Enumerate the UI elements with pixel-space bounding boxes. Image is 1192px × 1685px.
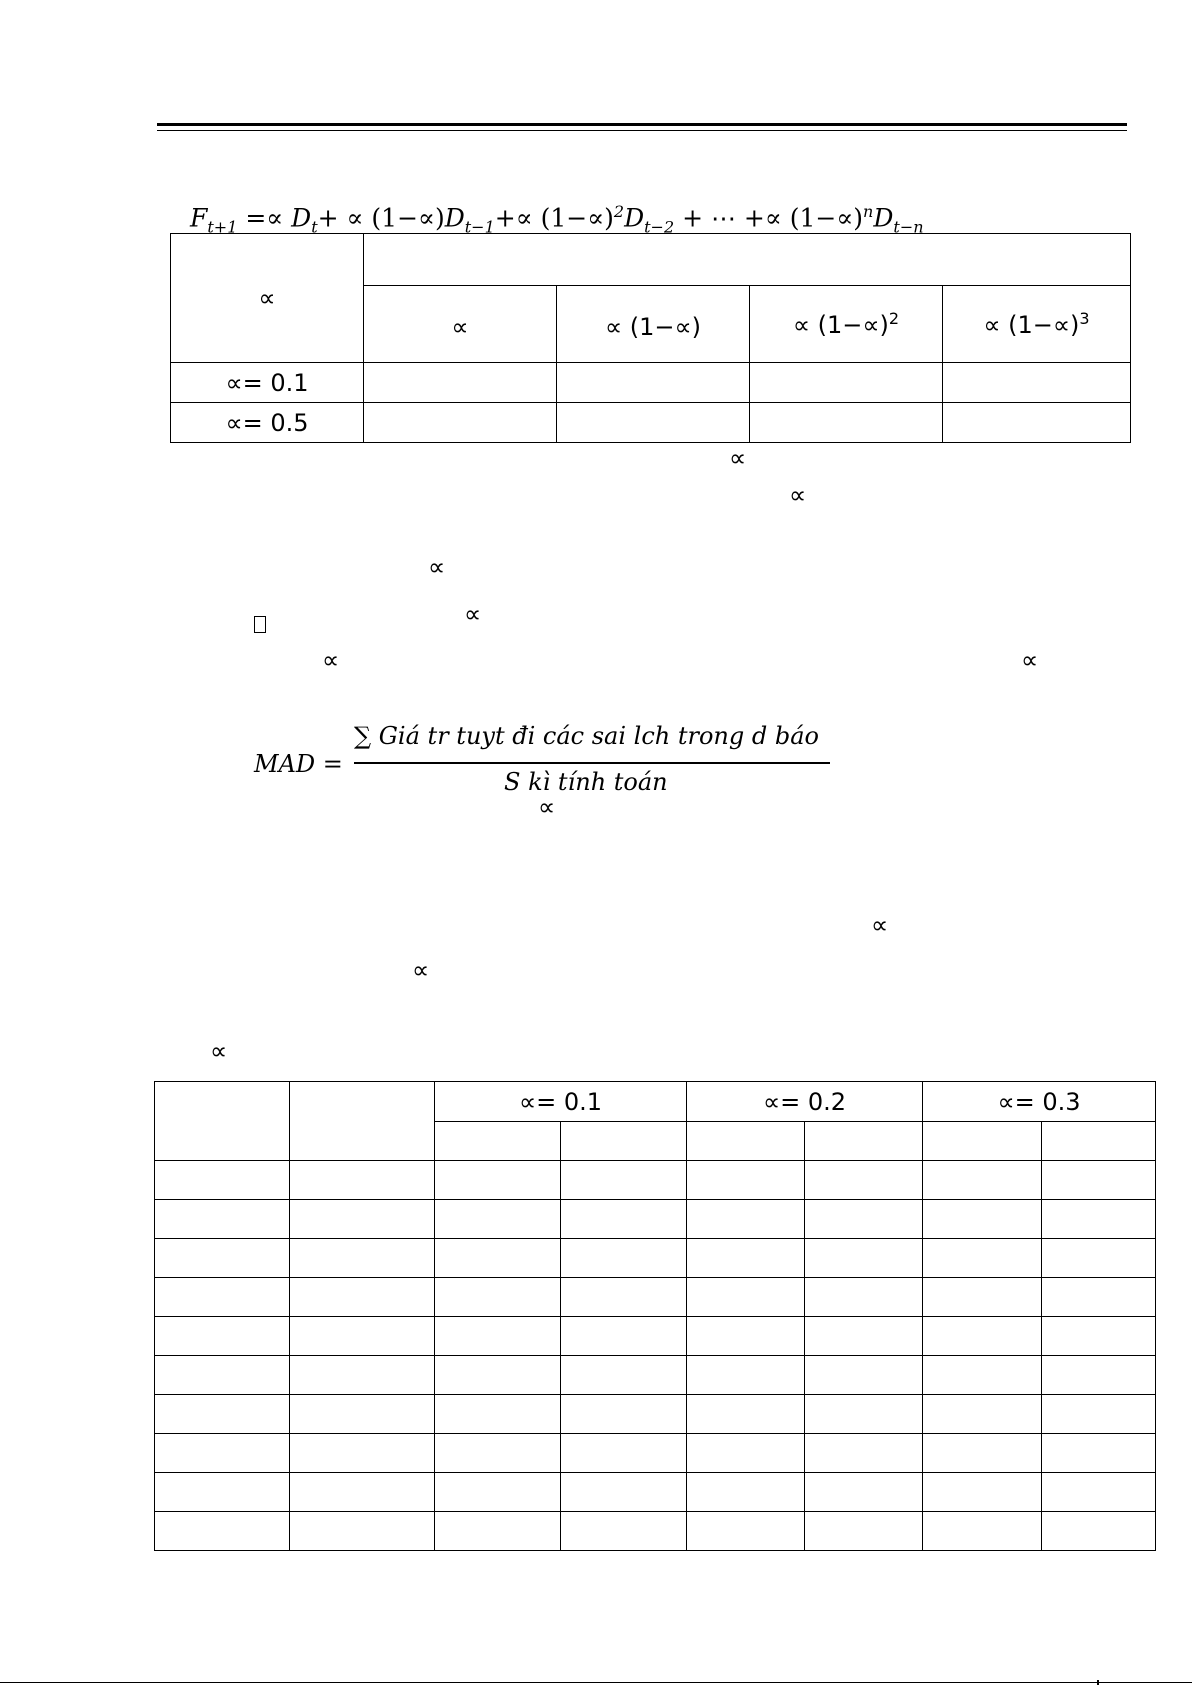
alpha-group-header: ∝= 0.3	[923, 1082, 1156, 1122]
table-row	[155, 1434, 1156, 1473]
weights-corner-cell	[171, 234, 364, 363]
table-header-cell	[290, 1082, 435, 1161]
mad-denominator: S kì tính toán	[504, 768, 668, 796]
alpha-symbol: ∝	[729, 444, 747, 472]
table-header-cell	[155, 1082, 290, 1161]
table-cell	[364, 363, 557, 403]
header-rule-thin	[157, 130, 1127, 131]
alpha-symbol: ∝	[210, 1037, 228, 1065]
table-cell	[943, 363, 1131, 403]
table-cell	[364, 403, 557, 443]
table-row	[155, 1317, 1156, 1356]
mad-numerator: ∑ Giá tr tuyt đi các sai lch trong d báo	[354, 722, 819, 750]
weights-col-header: ∝ $(1-\propto)^2$	[750, 286, 943, 363]
alpha-symbol: ∝	[412, 956, 430, 984]
weights-col-header: ∝	[364, 286, 557, 363]
forecast-comparison-table	[154, 1081, 1156, 1551]
header-rule-thick	[157, 123, 1127, 126]
weights-corner-label: ∝	[258, 284, 276, 312]
footer-tick	[1097, 1680, 1099, 1685]
table-row	[155, 1356, 1156, 1395]
alpha-symbol: ∝	[1021, 646, 1039, 674]
weights-col-header: ∝ (1−∝)	[557, 286, 750, 363]
alpha-symbol: ∝	[789, 481, 807, 509]
table-row	[155, 1278, 1156, 1317]
table-row	[155, 1200, 1156, 1239]
weights-row-label: ∝= 0.1	[171, 363, 364, 403]
weights-group-header	[364, 234, 1131, 286]
alpha-symbol: ∝	[538, 793, 556, 821]
alpha-symbol: ∝	[428, 553, 446, 581]
alpha-group-header: ∝= 0.2	[687, 1082, 923, 1122]
table-row	[155, 1239, 1156, 1278]
footer-rule	[0, 1682, 1192, 1683]
weights-col-header: ∝ $(1-\propto)^3$	[943, 286, 1131, 363]
table-row	[155, 1512, 1156, 1551]
alpha-symbol: ∝	[464, 600, 482, 628]
weights-table	[170, 233, 1131, 443]
weights-row-label: ∝= 0.5	[171, 403, 364, 443]
bullet-box-icon	[254, 616, 266, 633]
table-cell	[557, 403, 750, 443]
alpha-group-header: ∝= 0.1	[435, 1082, 687, 1122]
smoothing-formula: $F_{t+1} =\propto D_t+ \propto (1-\propto)D_{t-1}+\propto (1-\propto)^2D_{t-2}$ + ⋯ +∝ $(1-\propto)^nD_{t-n}$	[190, 202, 924, 237]
table-cell	[750, 403, 943, 443]
alpha-symbol: ∝	[322, 646, 340, 674]
mad-fraction-bar	[354, 762, 830, 764]
table-cell	[750, 363, 943, 403]
table-cell	[557, 363, 750, 403]
mad-lhs: MAD =	[254, 750, 343, 778]
alpha-symbol: ∝	[871, 911, 889, 939]
table-row	[155, 1161, 1156, 1200]
table-row	[155, 1395, 1156, 1434]
table-row	[155, 1473, 1156, 1512]
table-cell	[943, 403, 1131, 443]
